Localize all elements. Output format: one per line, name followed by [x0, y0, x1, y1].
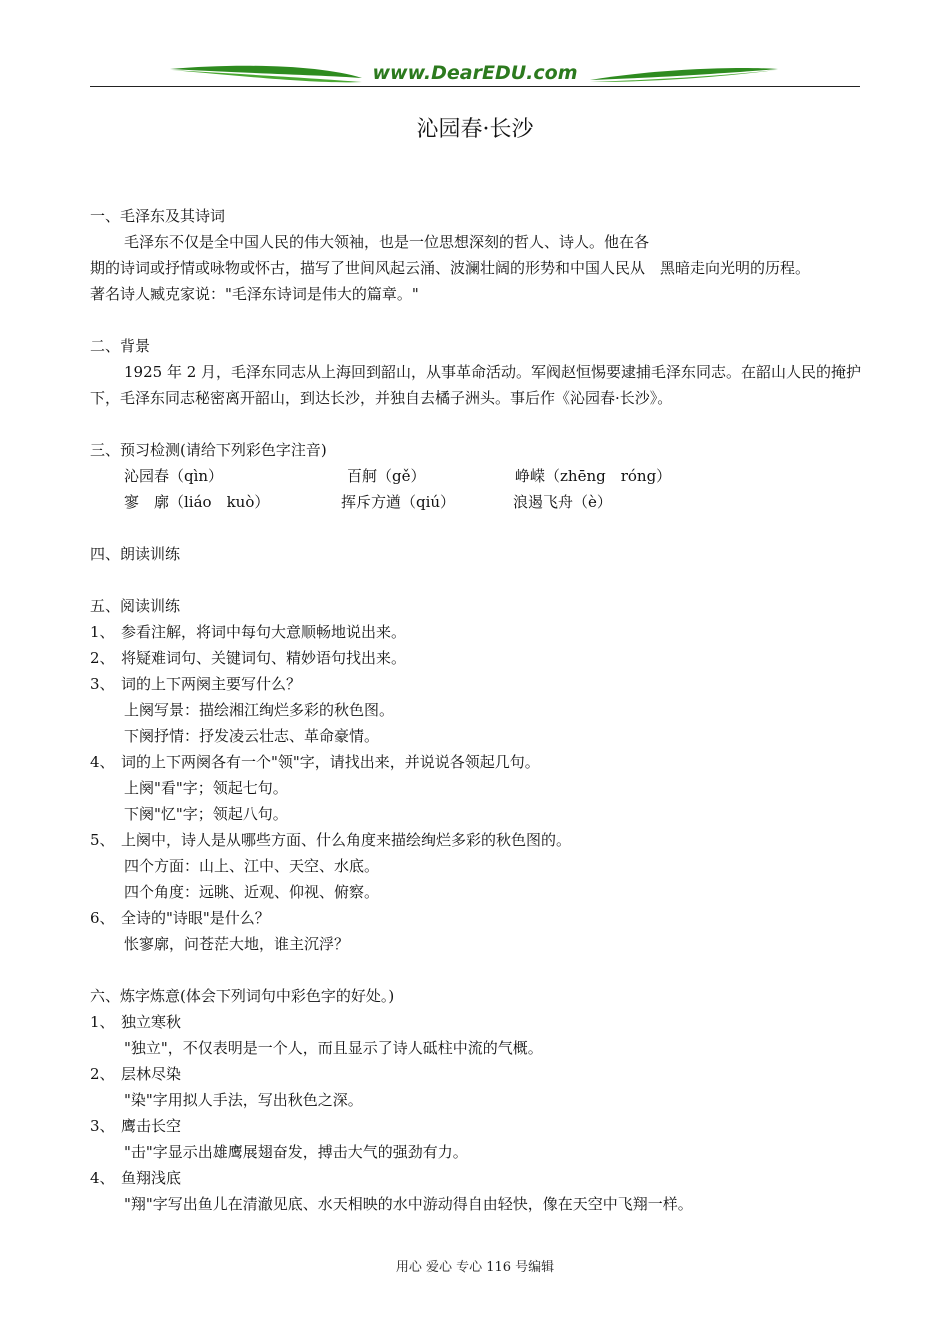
list-item — [90, 827, 865, 853]
list-item — [90, 619, 865, 645]
item-text: 鱼翔浅底 — [121, 1169, 182, 1187]
item-number: 1、 — [90, 1013, 115, 1031]
page-footer: 用心 爱心 专心 116 号编辑 — [395, 1260, 555, 1275]
list-item — [90, 671, 865, 697]
header-rule — [90, 86, 860, 87]
item-number: 6、 — [90, 909, 115, 927]
item-answer: 下阕抒情：抒发凌云壮志、革命豪情。 — [124, 727, 380, 745]
item-answer: "染"字用拟人手法，写出秋色之深。 — [124, 1091, 363, 1109]
list-item — [90, 1113, 865, 1139]
pinyin-row — [90, 463, 865, 489]
item-answer: 四个方面：山上、江中、天空、水底。 — [124, 857, 380, 875]
item-text: 层林尽染 — [121, 1065, 182, 1083]
item-answer: "翔"字写出鱼儿在清澈见底、水天相映的水中游动得自由轻快，像在天空中飞翔一样。 — [124, 1195, 693, 1213]
section-heading-4: 四、朗读训练 — [90, 545, 181, 563]
item-answer: 下阕"忆"字；领起八句。 — [124, 805, 288, 823]
list-item — [90, 1165, 865, 1191]
pinyin-row — [90, 489, 865, 515]
item-answer: "击"字显示出雄鹰展翅奋发，搏击大气的强劲有力。 — [124, 1143, 468, 1161]
item-answer: 怅寥廓，问苍茫大地，谁主沉浮？ — [124, 935, 350, 953]
pinyin-cell: 沁园春（qìn） — [124, 467, 224, 485]
item-answer: 上阕"看"字；领起七句。 — [124, 779, 288, 797]
document-body — [90, 203, 865, 1217]
list-item — [90, 645, 865, 671]
page-header — [90, 60, 860, 92]
list-item — [90, 749, 865, 775]
paragraph: 1925 年 2 月，毛泽东同志从上海回到韶山，从事革命活动。军阀赵恒惕要逮捕毛泽东同志。在韶山人民的掩护下，毛泽东同志秘密离开韶山，到达长沙，并独自去橘子洲头。事后作《沁园春·长沙》。 — [90, 363, 862, 407]
section-heading-6: 六、炼字炼意(体会下列词句中彩色字的好处。) — [90, 987, 395, 1005]
item-number: 2、 — [90, 1065, 115, 1083]
item-answer: 上阕写景：描绘湘江绚烂多彩的秋色图。 — [124, 701, 395, 719]
item-number: 2、 — [90, 649, 115, 667]
pinyin-cell: 百舸（gě） — [347, 467, 426, 485]
item-text: 独立寒秋 — [121, 1013, 182, 1031]
item-text: 词的上下两阕各有一个"领"字，请找出来，并说说各领起几句。 — [121, 753, 540, 771]
item-text: 将疑难词句、关键词句、精妙语句找出来。 — [121, 649, 407, 667]
section-heading-5: 五、阅读训练 — [90, 597, 181, 615]
pinyin-cell: 浪遏飞舟（è） — [513, 493, 612, 511]
section-heading-3: 三、预习检测(请给下列彩色字注音) — [90, 441, 327, 459]
pinyin-cell: 寥 廓（liáo kuò） — [124, 493, 270, 511]
list-item — [90, 1009, 865, 1035]
item-number: 5、 — [90, 831, 115, 849]
paragraph: 毛泽东不仅是全中国人民的伟大领袖，也是一位思想深刻的哲人、诗人。他在各 — [124, 233, 650, 251]
paragraph: 期的诗词或抒情或咏物或怀古，描写了世间风起云涌、波澜壮阔的形势和中国人民从 黑暗走向光明的历程。 — [90, 259, 811, 277]
list-item — [90, 1061, 865, 1087]
item-answer: "独立"，不仅表明是一个人，而且显示了诗人砥柱中流的气概。 — [124, 1039, 543, 1057]
list-item — [90, 905, 865, 931]
item-text: 参看注解，将词中每句大意顺畅地说出来。 — [121, 623, 407, 641]
item-number: 4、 — [90, 1169, 115, 1187]
item-text: 鹰击长空 — [121, 1117, 182, 1135]
item-answer: 四个角度：远眺、近观、仰视、俯察。 — [124, 883, 380, 901]
pinyin-cell: 挥斥方遒（qiú） — [341, 493, 456, 511]
item-text: 词的上下两阕主要写什么？ — [121, 675, 302, 693]
document-title: 沁园春·长沙 — [416, 117, 534, 142]
item-text: 上阕中，诗人是从哪些方面、什么角度来描绘绚烂多彩的秋色图的。 — [121, 831, 572, 849]
word-list — [90, 1009, 865, 1217]
item-number: 3、 — [90, 1117, 115, 1135]
item-number: 4、 — [90, 753, 115, 771]
reading-list — [90, 619, 865, 957]
section-heading-2: 二、背景 — [90, 337, 151, 355]
item-number: 3、 — [90, 675, 115, 693]
item-text: 全诗的"诗眼"是什么？ — [121, 909, 270, 927]
section-heading-1: 一、毛泽东及其诗词 — [90, 207, 226, 225]
pinyin-cell: 峥嵘（zhēng róng） — [515, 467, 672, 485]
item-number: 1、 — [90, 623, 115, 641]
site-logo-text: www.DearEDU.com — [372, 62, 578, 84]
paragraph: 著名诗人臧克家说："毛泽东诗词是伟大的篇章。" — [90, 285, 419, 303]
